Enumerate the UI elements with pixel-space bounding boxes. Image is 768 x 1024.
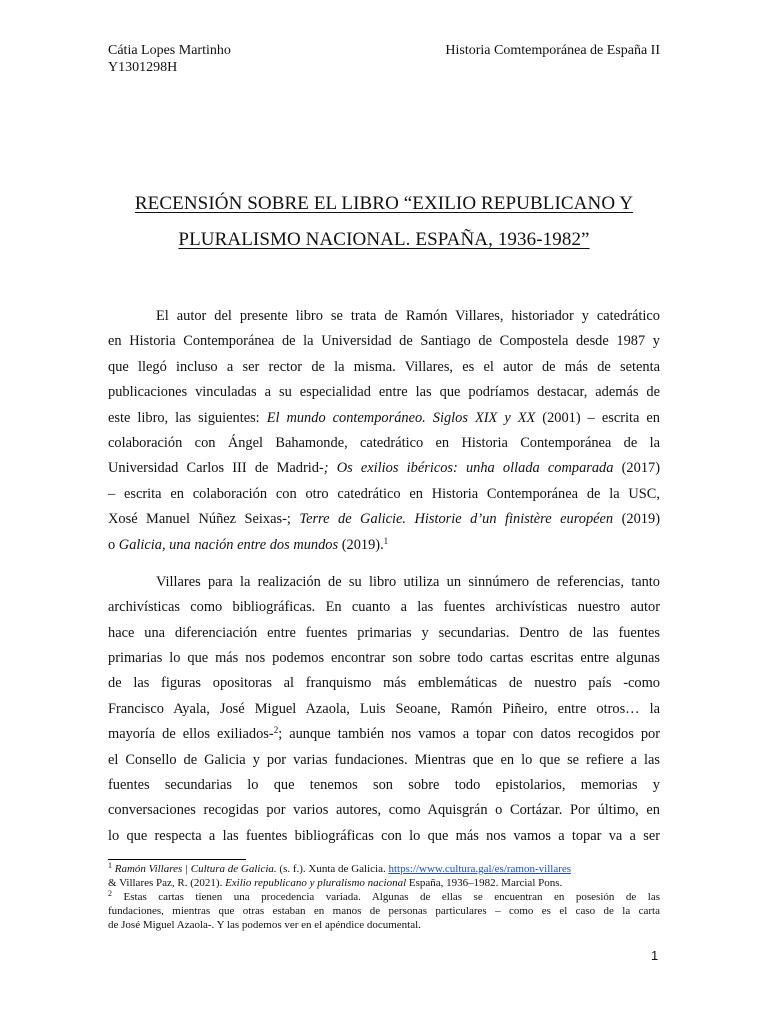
paragraph-line: lo que respecta a las fuentes bibliográficas con lo que más nos vamos a topar va a ser	[108, 827, 660, 844]
footnote-2-cont: de José Miguel Azaola-. Y las podemos ver en el apéndice documental.	[108, 919, 421, 931]
course-name: Historia Comtemporánea de España II	[445, 43, 660, 58]
text-run: (2017)	[613, 460, 660, 477]
paragraph-line	[108, 722, 660, 747]
paragraph-line: Francisco Ayala, José Miguel Azaola, Luis Seoane, Ramón Piñeiro, entre otros… la	[108, 700, 660, 717]
footnote-2-cont: fundaciones, mientras que otras estaban en manos de personas particulares – como es el caso de la carta	[108, 905, 660, 917]
footnote-ref-2[interactable]: 2	[273, 725, 279, 736]
book-title: Galicia, una nación entre dos mundos	[118, 536, 339, 553]
paragraph-line: archivísticas como bibliográficas. En cuanto a las fuentes archivísticas nuestro autor	[108, 599, 660, 616]
text-run: (2019).	[338, 536, 384, 553]
footnote-source-title: Ramón Villares | Cultura de Galicia.	[114, 863, 277, 875]
paragraph-line: publicaciones vinculadas a su especialidad entre las que podríamos destacar, además de	[108, 384, 660, 401]
text-run: este libro, las siguientes:	[108, 409, 267, 426]
title-line-1: RECENSIÓN SOBRE EL LIBRO “EXILIO REPUBLICANO Y	[134, 193, 634, 214]
text-run: Estas cartas tienen una procedencia variada. Algunas de ellas se encuentran en posesión de las	[112, 891, 660, 903]
paragraph-line: Villares para la realización de su libro utiliza un sinnúmero de referencias, tanto	[156, 573, 660, 590]
footnote-ref-1[interactable]: 1	[383, 535, 389, 546]
paragraph-line: colaboración con Ángel Bahamonde, catedrático en Historia Contemporánea de la	[108, 434, 660, 451]
text-run: o	[108, 536, 119, 553]
paragraph-line: el Consello de Galicia y por varias fundaciones. Mientras que en lo que se refiere a las	[108, 751, 660, 768]
student-id: Y1301298H	[108, 60, 178, 75]
paragraph-line	[108, 406, 660, 431]
book-title: El mundo contemporáneo. Siglos XIX y XX	[266, 409, 536, 426]
paragraph-line: hace una diferenciación entre fuentes primarias y secundarias. Dentro de las fuentes	[108, 624, 660, 641]
page-number: 1	[651, 948, 659, 963]
footnote-number: 1	[108, 861, 112, 870]
paragraph-line: en Historia Contemporánea de la Universidad de Santiago de Compostela desde 1987 y	[108, 333, 660, 350]
text-run: & Villares Paz, R. (2021).	[108, 877, 226, 889]
header-left	[108, 42, 231, 76]
paragraph-line	[108, 533, 660, 558]
text-run: (2001) – escrita en	[535, 409, 660, 426]
footnote-link[interactable]: https://www.cultura.gal/es/ramon-villares	[388, 863, 572, 875]
paragraph-line: que llegó incluso a ser rector de la misma. Villares, es el autor de más de setenta	[108, 358, 660, 375]
paragraph-line: conversaciones recogidas por varios autores, como Aquisgrán o Cortázar. Por último, en	[108, 802, 660, 819]
footnote-2	[108, 890, 660, 904]
paragraph-line: El autor del presente libro se trata de Ramón Villares, historiador y catedrático	[156, 308, 660, 324]
text-run: Universidad Carlos III de Madrid-	[108, 460, 324, 477]
paragraph-line	[108, 507, 660, 532]
footnote-separator	[108, 859, 246, 860]
paragraph-line: fuentes secundarias lo que tenemos son sobre todo epistolarios, memorias y	[108, 777, 660, 794]
paragraph-line	[108, 456, 660, 481]
author-name: Cátia Lopes Martinho	[108, 43, 231, 58]
text-run: ; aunque también nos vamos a topar con datos recogidos por	[278, 726, 660, 743]
document-body	[108, 304, 660, 849]
paragraph-1	[108, 304, 660, 558]
footnote-1-cont	[108, 876, 660, 890]
book-title: Terre de Galicie. Historie d’un finistère européen	[299, 511, 614, 528]
title-line-2: PLURALISMO NACIONAL. ESPAÑA, 1936-1982”	[178, 229, 590, 250]
paragraph-line: – escrita en colaboración con otro catedrático en Historia Contemporánea de la USC,	[108, 485, 660, 502]
paragraph-line: primarias lo que más nos podemos encontrar son sobre todo cartas escritas entre algunas	[108, 650, 660, 667]
footnote-1	[108, 862, 660, 876]
book-title: ; Os exilios ibéricos: unha ollada comparada	[323, 460, 614, 477]
footnote-number: 2	[108, 890, 112, 898]
footnotes	[108, 862, 660, 932]
text-run: España, 1936–1982. Marcial Pons.	[406, 877, 563, 889]
paragraph-line: de las figuras opositoras al franquismo más emblemáticas de nuestro país -como	[108, 675, 660, 692]
text-run: mayoría de ellos exiliados-	[108, 726, 274, 743]
paragraph-2	[108, 570, 660, 849]
document-title	[108, 186, 660, 258]
footnote-book-title: Exilio republicano y pluralismo nacional	[225, 877, 407, 889]
text-run: (2019)	[613, 511, 660, 528]
text-run: Xosé Manuel Núñez Seixas-;	[108, 511, 300, 528]
text-run: (s. f.). Xunta de Galicia.	[276, 863, 389, 875]
